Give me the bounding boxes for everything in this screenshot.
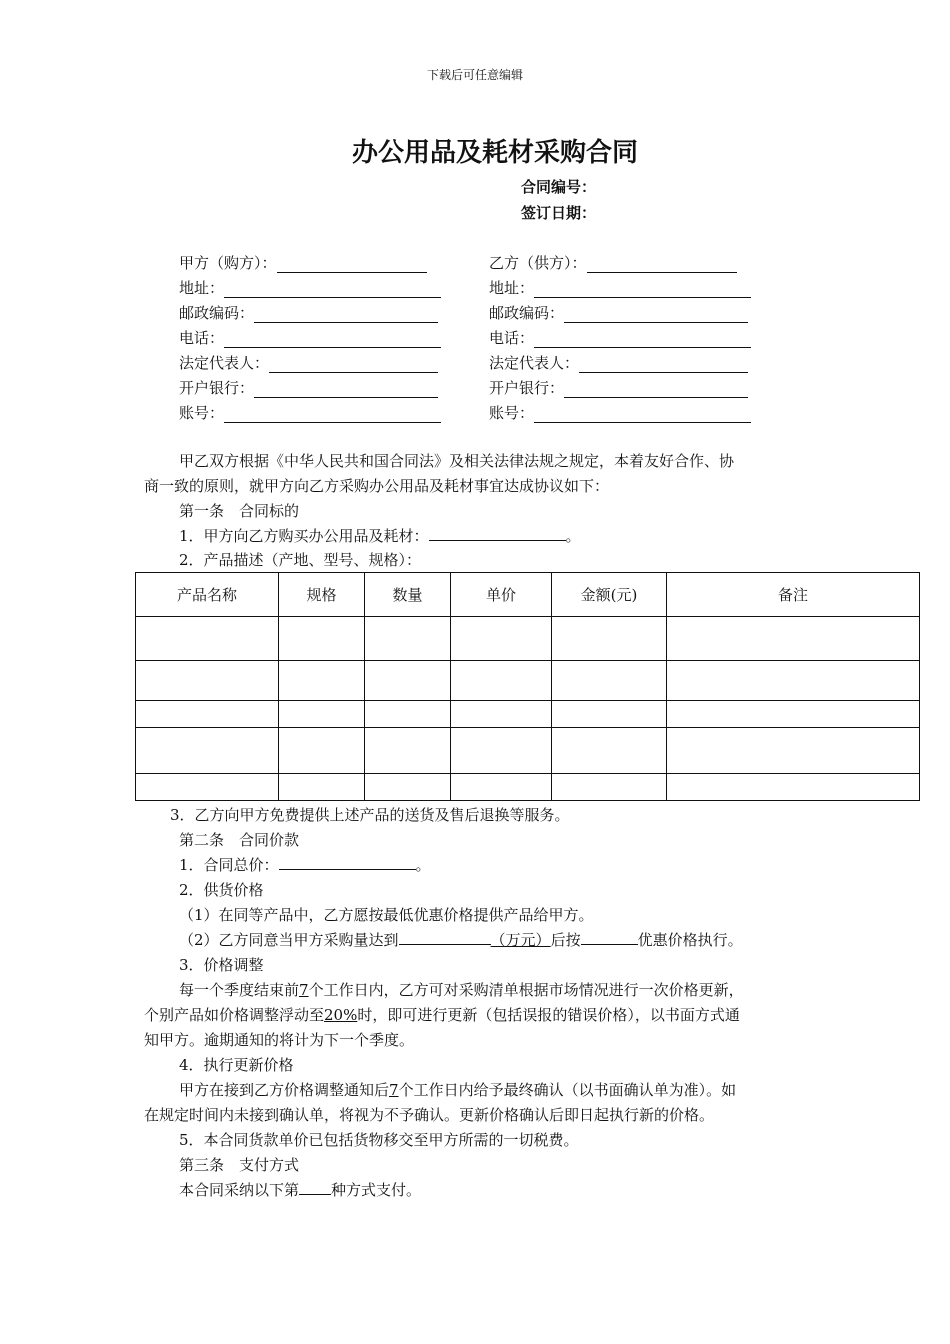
exe-1-rest: 个工作日内给予最终确认（以书面确认单为准）。如 [398, 1081, 737, 1099]
intro-line-2: 商一致的原则，就甲方向乙方采购办公用品及耗材事宜达成协议如下： [144, 477, 610, 495]
table-cell[interactable] [279, 617, 365, 661]
product-table [135, 572, 920, 801]
table-cell[interactable] [451, 661, 552, 701]
party-b-rep-field [489, 352, 748, 373]
product-table-header-row [136, 573, 920, 617]
table-cell[interactable] [279, 774, 365, 801]
table-cell[interactable] [451, 728, 552, 774]
article-1-item-1 [179, 524, 581, 549]
document-title: 办公用品及耗材采购合同 [351, 138, 638, 168]
table-cell[interactable] [279, 728, 365, 774]
supply-price-sub-1: （1）在同等产品中，乙方愿按最低优惠价格提供产品给甲方。 [179, 906, 594, 924]
purchase-volume-blank[interactable] [399, 929, 491, 945]
table-cell[interactable] [365, 701, 451, 728]
party-b-rep-label: 法定代表人： [489, 354, 580, 372]
table-cell[interactable] [552, 701, 667, 728]
table-row [136, 661, 920, 701]
party-b-address-blank[interactable] [534, 281, 751, 298]
article-1-item-2: 2．产品描述（产地、型号、规格）： [179, 551, 422, 569]
table-cell[interactable] [667, 617, 920, 661]
party-a-phone-field [179, 327, 441, 348]
article-2-total-end: 。 [415, 856, 431, 874]
party-a-postal-label: 邮政编码： [179, 304, 255, 322]
party-a-account-blank[interactable] [224, 406, 441, 423]
table-cell[interactable] [136, 617, 279, 661]
party-a-rep-label: 法定代表人： [179, 354, 270, 372]
table-cell[interactable] [136, 774, 279, 801]
exe-1-days: 7 [389, 1081, 399, 1099]
party-a-rep-field [179, 352, 438, 373]
party-a-address-label: 地址： [179, 279, 225, 297]
intro-line-1: 甲乙双方根据《中华人民共和国合同法》及相关法律法规之规定，本着友好合作、协 [179, 452, 735, 470]
article-1-heading: 第一条 合同标的 [179, 502, 300, 520]
party-a-rep-blank[interactable] [269, 356, 438, 373]
adj-1-days: 7 [299, 981, 309, 999]
party-b-address-field [489, 277, 751, 298]
article-1-item-1-text: 1．甲方向乙方购买办公用品及耗材： [179, 527, 429, 545]
party-b-address-label: 地址： [489, 279, 535, 297]
party-a-postal-field [179, 302, 438, 323]
execute-price-heading: 4．执行更新价格 [179, 1056, 294, 1074]
party-b-label: 乙方（供方）： [489, 254, 587, 272]
table-cell[interactable] [365, 728, 451, 774]
table-cell[interactable] [279, 661, 365, 701]
party-b-bank-label: 开户银行： [489, 379, 565, 397]
party-b-phone-field [489, 327, 751, 348]
sign-date-label: 签订日期： [521, 204, 597, 222]
table-row [136, 617, 920, 661]
party-b-postal-blank[interactable] [564, 306, 748, 323]
party-b-postal-field [489, 302, 748, 323]
table-cell[interactable] [667, 774, 920, 801]
adj-1-text: 每一个季度结束前 [179, 981, 300, 999]
execute-price-line-2: 在规定时间内未接到确认单，将视为不予确认。更新价格确认后即日起执行新的价格。 [144, 1106, 715, 1124]
party-a-account-field [179, 402, 441, 423]
party-b-bank-blank[interactable] [564, 381, 748, 398]
table-cell[interactable] [365, 661, 451, 701]
table-cell[interactable] [136, 661, 279, 701]
party-b-rep-blank[interactable] [579, 356, 748, 373]
table-row [136, 774, 920, 801]
price-adjust-line-1 [179, 978, 744, 1003]
table-cell[interactable] [552, 728, 667, 774]
party-b-name-field [489, 252, 737, 273]
table-cell[interactable] [667, 661, 920, 701]
article-1-item-3: 3．乙方向甲方免费提供上述产品的送货及售后退换等服务。 [170, 806, 570, 824]
party-b-phone-blank[interactable] [534, 331, 751, 348]
party-b-phone-label: 电话： [489, 329, 535, 347]
payment-method-blank[interactable] [299, 1179, 331, 1195]
header-quantity: 数量 [365, 573, 451, 617]
party-a-address-field [179, 277, 441, 298]
price-adjust-heading: 3．价格调整 [179, 956, 264, 974]
party-a-bank-field [179, 377, 438, 398]
tax-clause: 5．本合同货款单价已包括货物移交至甲方所需的一切税费。 [179, 1131, 579, 1149]
adj-2-rest: 时，即可进行更新（包括误报的错误价格），以书面方式通 [357, 1006, 740, 1024]
article-2-total-label: 1．合同总价： [179, 856, 279, 874]
supply-price-sub-2 [179, 928, 743, 953]
table-cell[interactable] [552, 661, 667, 701]
table-cell[interactable] [451, 701, 552, 728]
article-2-heading: 第二条 合同价款 [179, 831, 300, 849]
adj-2-percent: 20% [324, 1006, 358, 1024]
exe-1-text: 甲方在接到乙方价格调整通知后 [179, 1081, 390, 1099]
table-row [136, 701, 920, 728]
party-b-account-label: 账号： [489, 404, 535, 422]
payment-rest: 种方式支付。 [331, 1181, 422, 1199]
party-a-postal-blank[interactable] [254, 306, 438, 323]
article-3-heading: 第三条 支付方式 [179, 1156, 300, 1174]
price-adjust-line-3: 知甲方。逾期通知的将计为下一个季度。 [144, 1031, 415, 1049]
header-spec: 规格 [279, 573, 365, 617]
table-cell[interactable] [279, 701, 365, 728]
table-cell[interactable] [667, 701, 920, 728]
party-b-name-blank[interactable] [587, 256, 737, 273]
party-a-phone-label: 电话： [179, 329, 225, 347]
table-cell[interactable] [552, 617, 667, 661]
price-adjust-line-2 [144, 1003, 740, 1028]
party-a-address-blank[interactable] [224, 281, 441, 298]
table-cell[interactable] [136, 728, 279, 774]
table-cell[interactable] [667, 728, 920, 774]
sub-2-mid: 后按 [550, 931, 581, 949]
party-a-name-field [179, 252, 427, 273]
total-price-blank[interactable] [279, 854, 416, 870]
party-a-phone-blank[interactable] [224, 331, 441, 348]
header-product-name: 产品名称 [136, 573, 279, 617]
sub-2-text: （2）乙方同意当甲方采购量达到 [179, 931, 399, 949]
header-note: 下载后可任意编辑 [426, 68, 523, 82]
execute-price-line-1 [179, 1078, 736, 1103]
table-row [136, 728, 920, 774]
table-cell[interactable] [552, 774, 667, 801]
party-a-account-label: 账号： [179, 404, 225, 422]
header-unit-price: 单价 [451, 573, 552, 617]
table-cell[interactable] [451, 617, 552, 661]
party-a-label: 甲方（购方）： [179, 254, 277, 272]
party-b-account-blank[interactable] [534, 406, 751, 423]
table-cell[interactable] [451, 774, 552, 801]
payment-method-line [179, 1178, 421, 1203]
party-b-bank-field [489, 377, 748, 398]
sub-2-unit: （万元） [490, 931, 551, 949]
supply-price-heading: 2．供货价格 [179, 881, 264, 899]
article-1-item-1-blank[interactable] [429, 525, 566, 541]
party-a-bank-label: 开户银行： [179, 379, 255, 397]
sub-2-end: 优惠价格执行。 [637, 931, 743, 949]
article-2-total [179, 853, 431, 878]
table-cell[interactable] [365, 774, 451, 801]
party-a-bank-blank[interactable] [254, 381, 438, 398]
party-b-postal-label: 邮政编码： [489, 304, 565, 322]
payment-text: 本合同采纳以下第 [179, 1181, 300, 1199]
discount-blank[interactable] [581, 929, 638, 945]
header-remarks: 备注 [667, 573, 920, 617]
adj-1-rest: 个工作日内，乙方可对采购清单根据市场情况进行一次价格更新， [308, 981, 744, 999]
table-cell[interactable] [136, 701, 279, 728]
article-1-item-1-end: 。 [565, 527, 581, 545]
adj-2-text: 个别产品如价格调整浮动至 [144, 1006, 325, 1024]
party-a-name-blank[interactable] [277, 256, 427, 273]
header-amount: 金额(元) [552, 573, 667, 617]
table-cell[interactable] [365, 617, 451, 661]
party-b-account-field [489, 402, 751, 423]
contract-number-label: 合同编号： [521, 178, 597, 196]
